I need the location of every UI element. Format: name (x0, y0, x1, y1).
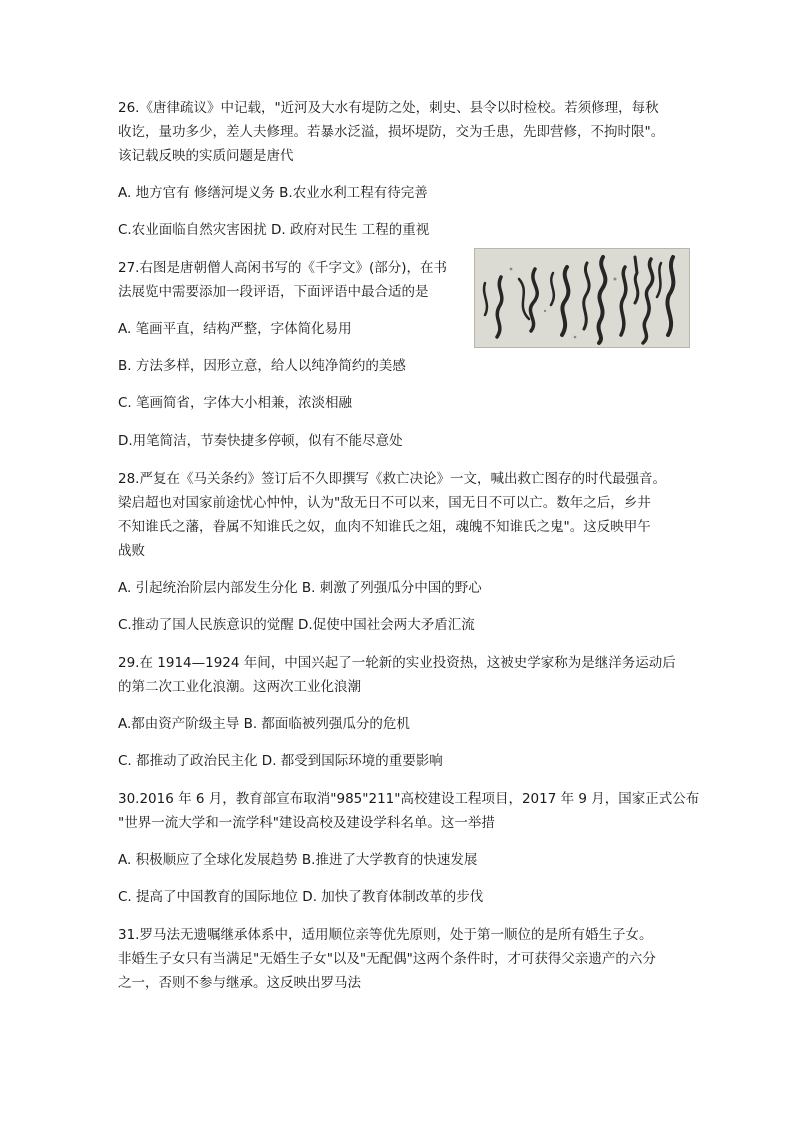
q29-stem-line-1: 29.在 1914—1924 年间，中国兴起了一轮新的实业投资热，这被史学家称为是继洋务运动后 (118, 655, 676, 671)
q26-options-a-b: A. 地方官有 修缮河堤义务 B.农业水利工程有待完善 (118, 185, 428, 201)
q27-option-c: C. 笔画简省，字体大小相兼，浓淡相融 (118, 395, 353, 411)
q27-stem-line-2: 法展览中需要添加一段评语，下面评语中最合适的是 (118, 284, 429, 300)
calligraphy-strokes (475, 249, 689, 347)
q26-options-c-d: C.农业面临自然灾害困扰 D. 政府对民生 工程的重视 (118, 222, 430, 238)
q31-stem-line-3: 之一，否则不参与继承。这反映出罗马法 (118, 975, 361, 991)
q26-stem-line-2: 收讫，量功多少，差人夫修理。若暴水泛溢，损坏堤防，交为壬患，先即营修，不拘时限"。 (118, 124, 665, 140)
calligraphy-image (474, 248, 690, 348)
q27-stem-line-1: 27.右图是唐朝僧人高闲书写的《千字文》(部分)，在书 (118, 260, 448, 276)
q28-stem-line-2: 梁启超也对国家前途忧心忡忡，认为"敌无日不可以来，国无日不可以亡。数年之后，乡井 (118, 495, 651, 511)
q30-options-a-b: A. 积极顺应了全球化发展趋势 B.推进了大学教育的快速发展 (118, 852, 478, 868)
q30-stem-line-2: "世界一流大学和一流学科"建设高校及建设学科名单。这一举措 (118, 815, 495, 831)
q31-stem-line-1: 31.罗马法无遗嘱继承体系中，适用顺位亲等优先原则，处于第一顺位的是所有婚生子女。 (118, 927, 653, 943)
q28-stem-line-1: 28.严复在《马关条约》签订后不久即撰写《救亡决论》一文，喊出救亡图存的时代最强音。 (118, 471, 666, 487)
q30-options-c-d: C. 提高了中国教育的国际地位 D. 加快了教育体制改革的步伐 (118, 889, 484, 905)
q28-options-c-d: C.推动了国人民族意识的觉醒 D.促使中国社会两大矛盾汇流 (118, 617, 475, 633)
q27-option-b: B. 方法多样，因形立意，给人以纯净简约的美感 (118, 358, 406, 374)
q29-stem-line-2: 的第二次工业化浪潮。这两次工业化浪潮 (118, 679, 361, 695)
q28-stem-line-4: 战败 (118, 543, 145, 559)
q30-stem-line-1: 30.2016 年 6 月，教育部宣布取消"985"211"高校建设工程项目，2017 年 9 月，国家正式公布 (118, 791, 700, 807)
q26-stem-line-3: 该记载反映的实质问题是唐代 (118, 148, 294, 164)
q27-option-a: A. 笔画平直，结构严整，字体简化易用 (118, 321, 352, 337)
q28-stem-line-3: 不知谁氏之藩，眷属不知谁氏之奴，血肉不知谁氏之俎，魂魄不知谁氏之鬼"。这反映甲午 (118, 519, 651, 535)
q26-stem-line-1: 26.《唐律疏议》中记载，"近河及大水有堤防之处，刺史、县令以时检校。若须修理，每秋 (118, 100, 659, 116)
q27-option-d: D.用笔简洁，节奏快捷多停顿，似有不能尽意处 (118, 433, 403, 449)
q29-options-c-d: C. 都推动了政治民主化 D. 都受到国际环境的重要影响 (118, 753, 443, 769)
q28-options-a-b: A. 引起统治阶层内部发生分化 B. 刺激了列强瓜分中国的野心 (118, 580, 482, 596)
q29-options-a-b: A.都由资产阶级主导 B. 都面临被列强瓜分的危机 (118, 716, 410, 732)
q31-stem-line-2: 非婚生子女只有当满足"无婚生子女"以及"无配偶"这两个条件时，才可获得父亲遗产的六分 (118, 951, 656, 967)
